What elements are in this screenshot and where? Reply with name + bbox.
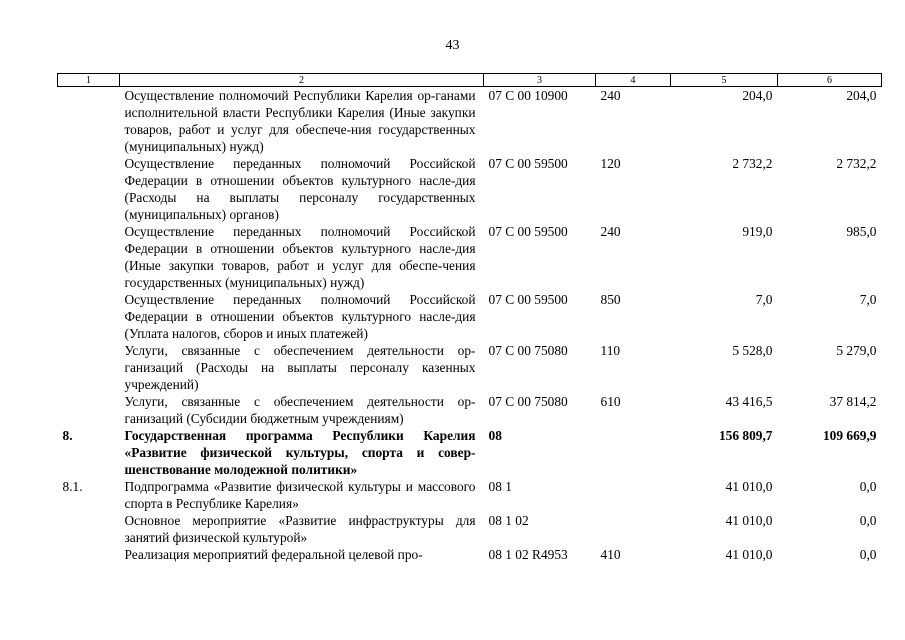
- row-number: 8.: [62, 428, 73, 443]
- table-row: [58, 393, 882, 427]
- row-number: [58, 393, 120, 427]
- row-expense-type: 240: [600, 88, 621, 103]
- row-description: Услуги, связанные с обеспечением деятельности ор-ганизаций (Субсидии бюджетным учреждениям): [124, 394, 476, 426]
- row-number: [58, 342, 120, 393]
- row-number: [58, 87, 120, 156]
- table-row: [58, 223, 882, 291]
- table-row: [58, 512, 882, 546]
- row-target-code: 07 С 00 75080: [488, 343, 568, 358]
- row-expense-type: 110: [600, 343, 621, 358]
- row-amount-1: 2 732,2: [732, 156, 773, 171]
- row-amount-1: 41 010,0: [725, 513, 773, 528]
- row-amount-2: 0,0: [859, 547, 877, 562]
- row-amount-2: 985,0: [846, 224, 877, 239]
- row-amount-1: 41 010,0: [725, 547, 773, 562]
- row-description: Основное мероприятие «Развитие инфраструктуры для занятий физической культурой»: [124, 513, 476, 545]
- row-target-code: 07 С 00 59500: [488, 156, 568, 171]
- row-target-code: 07 С 00 75080: [488, 394, 568, 409]
- header-col-4: 4: [596, 74, 671, 87]
- header-row: [58, 74, 882, 87]
- row-number: [58, 512, 120, 546]
- row-expense-type: 850: [600, 292, 621, 307]
- table-row: [58, 427, 882, 478]
- row-description: Государственная программа Республики Карелия «Развитие физической культуры, спорта и совер-шенствование молодежной политики»: [124, 428, 476, 477]
- row-amount-1: 919,0: [742, 224, 773, 239]
- row-amount-2: 5 279,0: [836, 343, 877, 358]
- row-description: Осуществление переданных полномочий Российской Федерации в отношении объектов культурного насле-дия (Иные закупки товаров, работ и услуг для обеспе-чения государственных (муниципальных) нужд): [124, 224, 476, 290]
- row-expense-type: 120: [600, 156, 621, 171]
- row-target-code: 07 С 00 10900: [488, 88, 568, 103]
- row-expense-type: [596, 478, 671, 512]
- header-col-6: 6: [778, 74, 882, 87]
- row-expense-type: 240: [600, 224, 621, 239]
- row-number: [58, 291, 120, 342]
- header-col-2: 2: [120, 74, 484, 87]
- row-amount-1: 156 809,7: [718, 428, 773, 443]
- header-col-1: 1: [58, 74, 120, 87]
- row-amount-1: 204,0: [742, 88, 773, 103]
- row-description: Осуществление полномочий Республики Карелия ор-ганами исполнительной власти Республики Карелия (Иные закупки товаров, работ и услуг для обеспече-ния государственных (муниципальных) нужд): [124, 88, 476, 154]
- table-row: [58, 478, 882, 512]
- row-amount-1: 7,0: [755, 292, 773, 307]
- row-amount-2: 7,0: [859, 292, 877, 307]
- row-target-code: 08 1 02 R4953: [488, 547, 568, 562]
- row-target-code: 08 1: [488, 479, 512, 494]
- row-description: Осуществление переданных полномочий Российской Федерации в отношении объектов культурного насле-дия (Уплата налогов, сборов и иных платежей): [124, 292, 476, 341]
- row-amount-2: 37 814,2: [829, 394, 877, 409]
- header-col-3: 3: [484, 74, 596, 87]
- row-expense-type: [596, 512, 671, 546]
- row-target-code: 08: [488, 428, 502, 443]
- table-row: [58, 546, 882, 563]
- table-body: [58, 87, 882, 564]
- row-amount-1: 5 528,0: [732, 343, 773, 358]
- table-row: [58, 342, 882, 393]
- row-number: [58, 155, 120, 223]
- row-amount-2: 2 732,2: [836, 156, 877, 171]
- table-row: [58, 291, 882, 342]
- row-amount-2: 204,0: [846, 88, 877, 103]
- row-amount-1: 43 416,5: [725, 394, 773, 409]
- row-expense-type: [596, 427, 671, 478]
- row-target-code: 08 1 02: [488, 513, 529, 528]
- header-col-5: 5: [671, 74, 778, 87]
- row-amount-2: 109 669,9: [822, 428, 877, 443]
- table-row: [58, 155, 882, 223]
- row-number: 8.1.: [62, 479, 83, 494]
- row-description: Реализация мероприятий федеральной целевой про-: [124, 547, 423, 562]
- row-target-code: 07 С 00 59500: [488, 292, 568, 307]
- table-header: [58, 74, 882, 87]
- row-number: [58, 223, 120, 291]
- row-amount-1: 41 010,0: [725, 479, 773, 494]
- row-amount-2: 0,0: [859, 513, 877, 528]
- budget-table: [57, 73, 882, 563]
- row-description: Услуги, связанные с обеспечением деятельности ор-ганизаций (Расходы на выплаты персоналу казенных учреждений): [124, 343, 476, 392]
- page-number: 43: [445, 38, 460, 53]
- row-expense-type: 610: [600, 394, 621, 409]
- row-amount-2: 0,0: [859, 479, 877, 494]
- row-target-code: 07 С 00 59500: [488, 224, 568, 239]
- row-description: Подпрограмма «Развитие физической культуры и массового спорта в Республике Карелия»: [124, 479, 476, 511]
- row-expense-type: 410: [600, 547, 621, 562]
- row-description: Осуществление переданных полномочий Российской Федерации в отношении объектов культурного насле-дия (Расходы на выплаты персоналу государственных (муниципальных) органов): [124, 156, 476, 222]
- row-number: [58, 546, 120, 563]
- table-row: [58, 87, 882, 156]
